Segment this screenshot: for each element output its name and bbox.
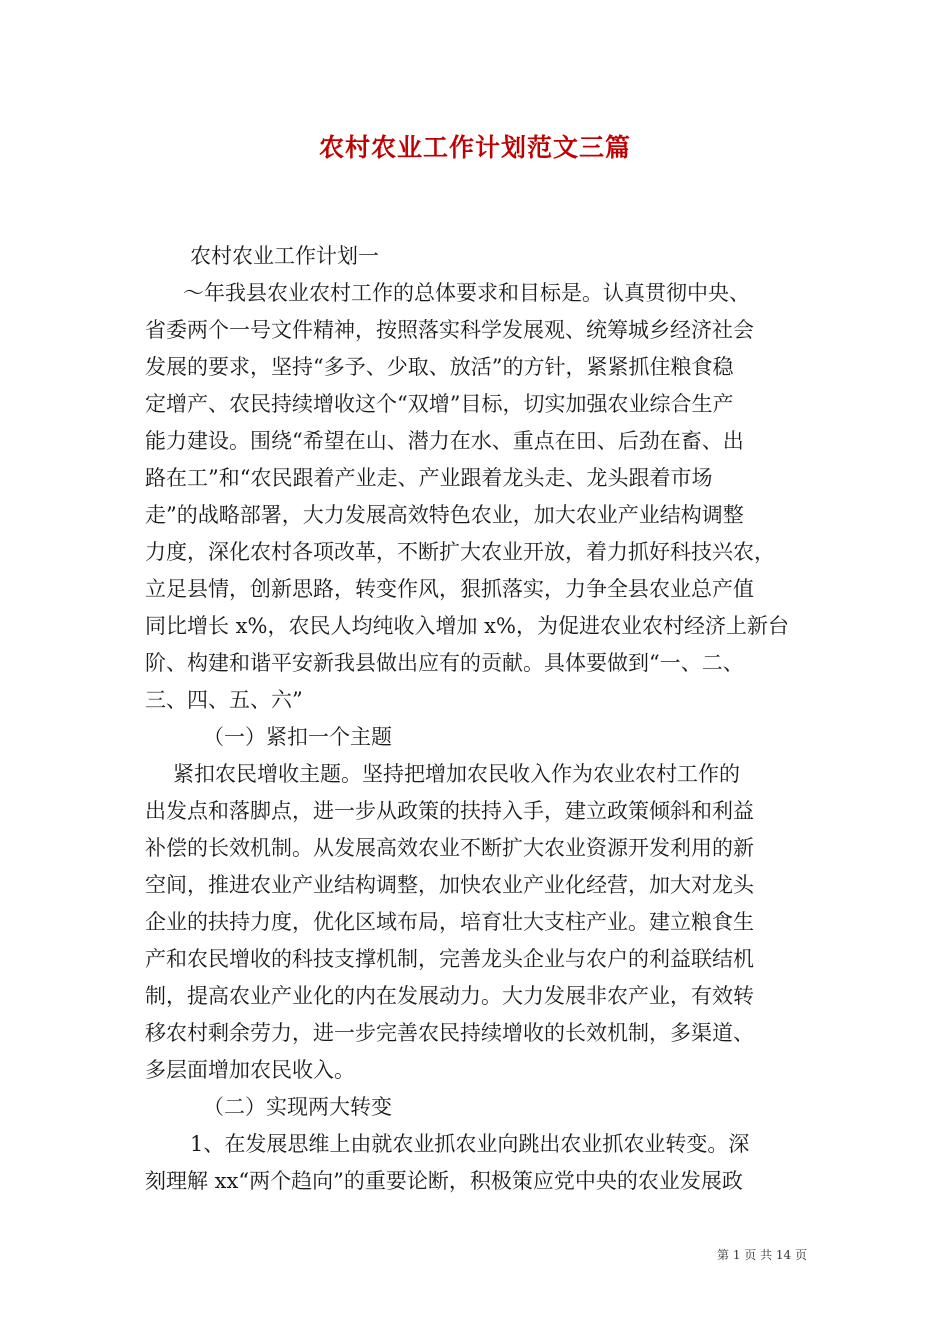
text-line: 走”的战略部署，大力发展高效特色农业，加大农业产业结构调整 bbox=[145, 503, 744, 527]
document-body bbox=[145, 238, 810, 1200]
text-line: 农村农业工作计划一 bbox=[190, 244, 379, 268]
text-line: 立足县情，创新思路，转变作风，狠抓落实，力争全县农业总产值 bbox=[145, 577, 754, 601]
text-line: 1、在发展思维上由就农业抓农业向跳出农业抓农业转变。深 bbox=[190, 1132, 750, 1156]
text-line: 制，提高农业产业化的内在发展动力。大力发展非农产业，有效转 bbox=[145, 984, 754, 1008]
text-line: 定增产、农民持续增收这个“双增”目标，切实加强农业综合生产 bbox=[145, 392, 734, 416]
text-line: 产和农民增收的科技支撑机制，完善龙头企业与农户的利益联结机 bbox=[145, 947, 754, 971]
text-line: 能力建设。围绕“希望在山、潜力在水、重点在田、后劲在畜、出 bbox=[145, 429, 744, 453]
text-line: 同比增长 x%，农民人均纯收入增加 x%，为促进农业农村经济上新台 bbox=[145, 614, 789, 638]
text-line: 紧扣农民增收主题。坚持把增加农民收入作为农业农村工作的 bbox=[173, 762, 740, 786]
text-line: 发展的要求，坚持“多予、少取、放活”的方针，紧紧抓住粮食稳 bbox=[145, 355, 734, 379]
text-line: （一）紧扣一个主题 bbox=[203, 725, 392, 749]
text-line: 移农村剩余劳力，进一步完善农民持续增收的长效机制，多渠道、 bbox=[145, 1021, 754, 1045]
text-line: 省委两个一号文件精神，按照落实科学发展观、统筹城乡经济社会 bbox=[145, 318, 754, 342]
page-footer: 第 1 页 共 14 页 bbox=[717, 1248, 807, 1262]
text-line: 空间，推进农业产业结构调整，加快农业产业化经营，加大对龙头 bbox=[145, 873, 754, 897]
text-line: 多层面增加农民收入。 bbox=[145, 1058, 355, 1082]
text-line: 阶、构建和谐平安新我县做出应有的贡献。具体要做到“一、二、 bbox=[145, 651, 744, 675]
text-line: （二）实现两大转变 bbox=[203, 1095, 392, 1119]
text-line: 刻理解 xx“两个趋向”的重要论断，积极策应党中央的农业发展政 bbox=[145, 1169, 743, 1193]
text-line: 出发点和落脚点，进一步从政策的扶持入手，建立政策倾斜和利益 bbox=[145, 799, 754, 823]
document-title: 农村农业工作计划范文三篇 bbox=[318, 133, 631, 162]
text-line: 三、四、五、六” bbox=[145, 688, 303, 712]
text-line: ～年我县农业农村工作的总体要求和目标是。认真贯彻中央、 bbox=[183, 281, 750, 305]
text-line: 企业的扶持力度，优化区域布局，培育壮大支柱产业。建立粮食生 bbox=[145, 910, 754, 934]
text-line: 补偿的长效机制。从发展高效农业不断扩大农业资源开发利用的新 bbox=[145, 836, 754, 860]
text-line: 路在工”和“农民跟着产业走、产业跟着龙头走、龙头跟着市场 bbox=[145, 466, 713, 490]
text-line: 力度，深化农村各项改革，不断扩大农业开放，着力抓好科技兴农， bbox=[145, 540, 775, 564]
